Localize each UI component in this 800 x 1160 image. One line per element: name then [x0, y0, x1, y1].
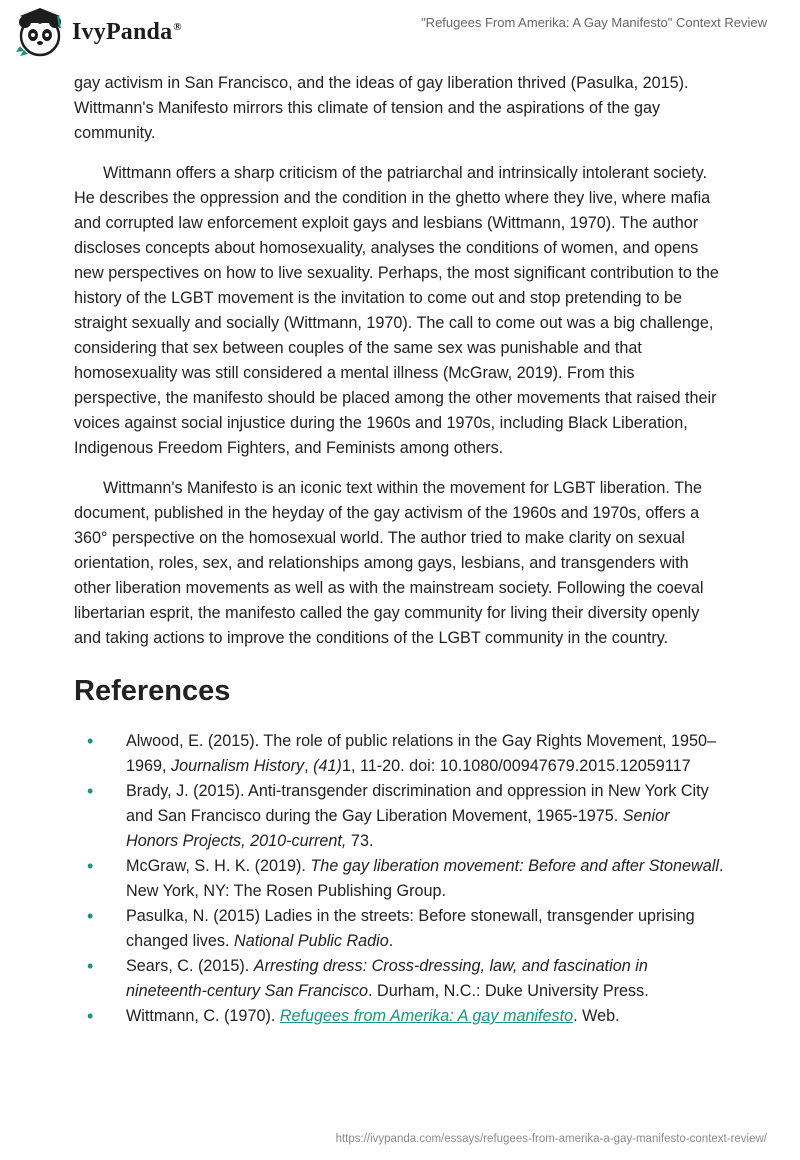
footer-url[interactable]: https://ivypanda.com/essays/refugees-from-amerika-a-gay-manifesto-context-review/: [335, 1133, 767, 1145]
bullet-icon: •: [87, 731, 94, 751]
paragraph-conclusion: Wittmann's Manifesto is an iconic text within the movement for LGBT liberation. The document, published in the heyday of the gay activism of the 1960s and 1970s, offers a 360° perspective on the homosexual world. The author tried to make clarity on sexual orientation, roles, sex, and relationships among gays, lesbians, and transgenders with other liberation movements as well as with the mainstream society. Following the coeval libertarian esprit, the manifesto called the gay community for living their diversity openly and taking actions to improve the conditions of the LGBT community in the country.: [74, 479, 704, 647]
reference-item: • Pasulka, N. (2015) Ladies in the streets: Before stonewall, transgender uprising changed lives. National Public Radio.: [87, 906, 695, 950]
bullet-icon: •: [87, 1006, 94, 1026]
reference-item: • Wittmann, C. (1970). Refugees from Amerika: A gay manifesto. Web.: [74, 1004, 726, 1029]
paragraph-criticism: Wittmann offers a sharp criticism of the patriarchal and intrinsically intolerant society. He describes the oppression and the condition in the ghetto where they live, where mafia and corrupted law enforcement exploit gays and lesbians (Wittmann, 1970). The author discloses concepts about homosexuality, analyses the conditions of women, and opens new perspectives on how to live sexuality. Perhaps, the most significant contribution to the history of the LGBT movement is the invitation to come out and stop pretending to be straight sexually and socially (Wittmann, 1970). The call to come out was a big challenge, considering that sex between couples of the same sex was punishable and that homosexuality was still considered a mental illness (McGraw, 2019). From this perspective, the manifesto should be placed among the other movements that raised their voices against social injustice during the 1960s and 1970s, including Black Liberation, Indigenous Freedom Fighters, and Feminists among others.: [74, 164, 719, 457]
reference-item: • Sears, C. (2015). Arresting dress: Cross-dressing, law, and fascination in nineteenth-century San Francisco. Durham, N.C.: Duke University Press.: [87, 956, 649, 1000]
reference-item: • Brady, J. (2015). Anti-transgender discrimination and oppression in New York City and San Francisco during the Gay Liberation Movement, 1965-1975. Senior Honors Projects, 2010-current, 73.: [87, 781, 709, 850]
page-header: [0, 0, 800, 64]
references-heading: References: [74, 675, 231, 707]
references-list: [74, 729, 726, 1029]
essay-content: [74, 71, 726, 1029]
bullet-icon: •: [87, 906, 94, 926]
panda-mascot-icon: [14, 6, 66, 58]
reference-item: • McGraw, S. H. K. (2019). The gay liberation movement: Before and after Stonewall. New York, NY: The Rosen Publishing Group.: [87, 856, 724, 900]
logo[interactable]: [14, 6, 182, 58]
manifesto-link[interactable]: Refugees from Amerika: A gay manifesto: [279, 1007, 574, 1025]
reference-item: • Alwood, E. (2015). The role of public relations in the Gay Rights Movement, 1950–1969, Journalism History, (41)1, 11-20. doi: 10.1080/00947679.2015.12059117: [87, 731, 716, 775]
paragraph-continued: gay activism in San Francisco, and the ideas of gay liberation thrived (Pasulka, 2015). Wittmann's Manifesto mirrors this climate of tension and the aspirations of the gay community.: [74, 74, 689, 142]
bullet-icon: •: [87, 781, 94, 801]
bullet-icon: •: [87, 956, 94, 976]
bullet-icon: •: [87, 856, 94, 876]
document-title: "Refugees From Amerika: A Gay Manifesto" Context Review: [421, 15, 767, 30]
brand-name: IvyPanda®: [72, 18, 182, 45]
